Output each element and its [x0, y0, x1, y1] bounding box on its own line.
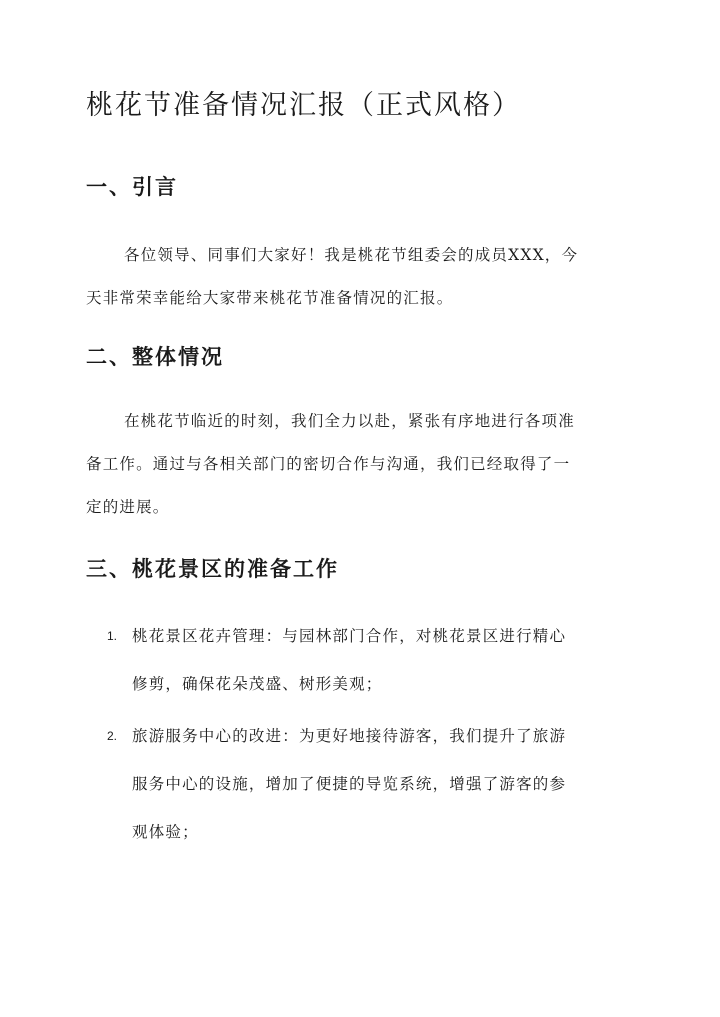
paragraph-line: 天非常荣幸能给大家带来桃花节准备情况的汇报。: [86, 289, 454, 307]
list-item: [86, 612, 631, 708]
paragraph-line: 定的进展。: [86, 498, 170, 516]
list-item-line: 修剪，确保花朵茂盛、树形美观；: [132, 675, 383, 693]
list-item-line: 服务中心的设施，增加了便捷的导览系统，增强了游客的参: [132, 775, 567, 793]
list-item-number: 2.: [107, 729, 118, 743]
list-item-line: 旅游服务中心的改进：为更好地接待游客，我们提升了旅游: [132, 727, 567, 745]
section-heading-intro: 一、引言: [86, 174, 178, 199]
paragraph-line: 在桃花节临近的时刻，我们全力以赴，紧张有序地进行各项准: [124, 412, 575, 430]
paragraph-line: 备工作。通过与各相关部门的密切合作与沟通，我们已经取得了一: [86, 455, 571, 473]
section-intro-paragraph: [86, 234, 631, 320]
list-item-line: 观体验；: [132, 823, 199, 841]
list-item-line: 桃花景区花卉管理：与园林部门合作，对桃花景区进行精心: [132, 627, 567, 645]
preparation-list: [86, 612, 631, 860]
list-item: [86, 712, 631, 856]
paragraph-line: 各位领导、同事们大家好！我是桃花节组委会的成员XXX，今: [124, 246, 579, 264]
list-item-number: 1.: [107, 629, 118, 643]
document-title: 桃花节准备情况汇报（正式风格）: [86, 90, 521, 121]
section-heading-scenic-area: 三、桃花景区的准备工作: [86, 556, 339, 581]
section-overview-paragraph: [86, 400, 631, 529]
section-heading-overview: 二、整体情况: [86, 344, 224, 369]
